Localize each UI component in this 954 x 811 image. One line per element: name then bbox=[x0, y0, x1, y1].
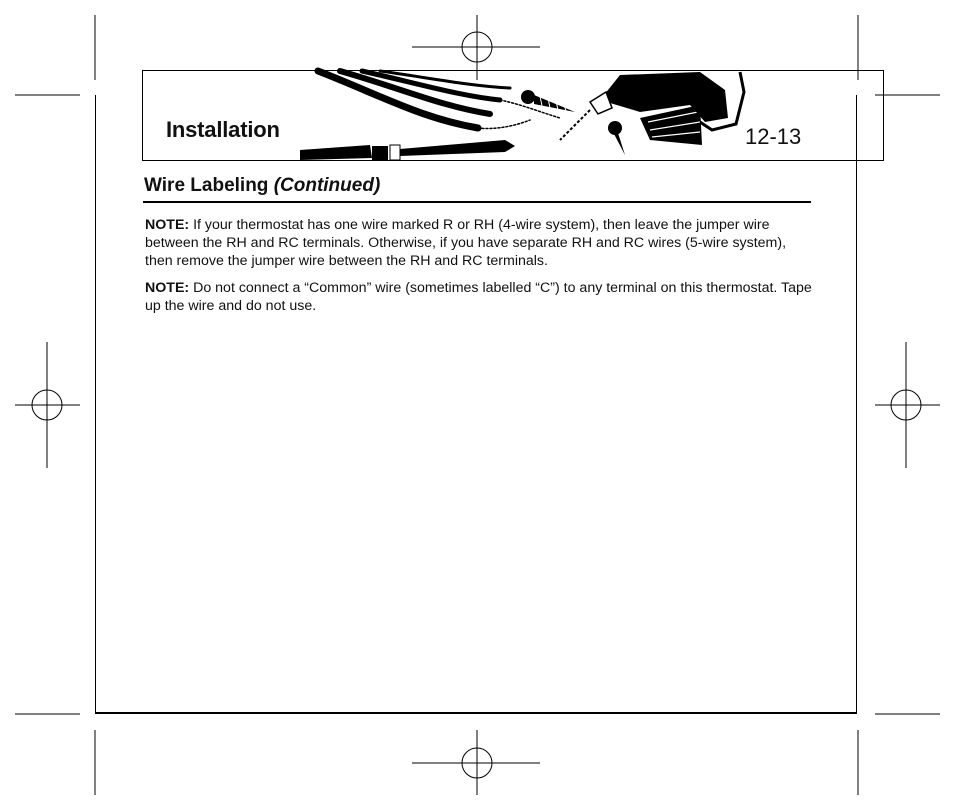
section-title-continued: (Continued) bbox=[273, 175, 381, 196]
note-paragraph bbox=[145, 279, 815, 315]
wire-nut-icon bbox=[608, 105, 702, 155]
note-text: If your thermostat has one wire marked R or RH (4-wire system), then leave the jumper wire between the RH and RC terminals. Otherwise, if you have separate RH and RC wires (5-wire system), then remove the jumper wire between the RH and RC terminals. bbox=[145, 217, 787, 269]
note-text: Do not connect a “Common” wire (sometimes labelled “C”) to any terminal on this thermostat. Tape up the wire and do not use. bbox=[145, 280, 812, 314]
note-label: NOTE: bbox=[145, 217, 190, 233]
note-label: NOTE: bbox=[145, 280, 190, 296]
screwdriver-icon bbox=[300, 140, 515, 160]
title-rule bbox=[143, 201, 811, 203]
page-number: 12-13 bbox=[745, 124, 802, 149]
section-title bbox=[144, 175, 380, 197]
screw-icon bbox=[521, 90, 575, 112]
note-paragraph bbox=[145, 216, 815, 270]
section-title-main: Wire Labeling bbox=[144, 175, 269, 196]
section-label: Installation bbox=[166, 117, 280, 142]
